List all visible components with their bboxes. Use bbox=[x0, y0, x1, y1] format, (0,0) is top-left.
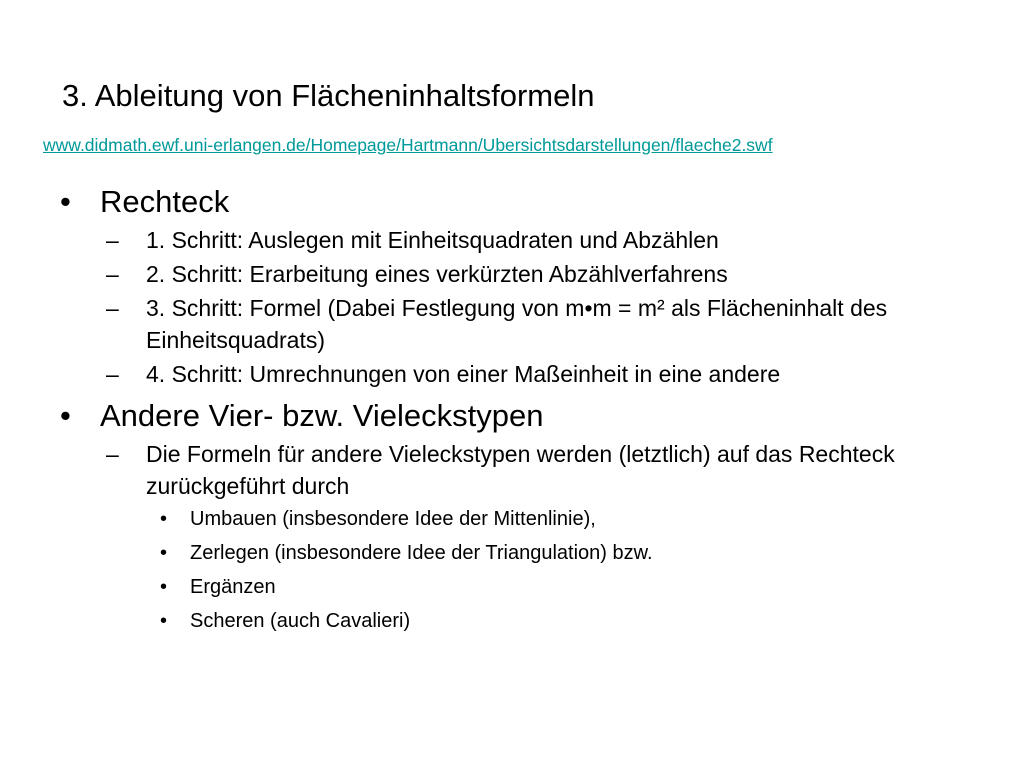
method-text: Umbauen (insbesondere Idee der Mittenlinie), bbox=[190, 508, 596, 530]
method-text: Scheren (auch Cavalieri) bbox=[190, 610, 411, 632]
step-text: 2. Schritt: Erarbeitung eines verkürzten Abzählverfahrens bbox=[146, 261, 728, 287]
step-text: Die Formeln für andere Vieleckstypen werden (letztlich) auf das Rechteck zurückgeführt durch bbox=[146, 441, 895, 499]
dash-marker: – bbox=[106, 295, 119, 321]
source-link[interactable]: www.didmath.ewf.uni-erlangen.de/Homepage/Hartmann/Ubersichtsdarstellungen/flaeche2.swf bbox=[43, 135, 773, 155]
dash-marker: – bbox=[106, 261, 119, 287]
section-heading: Rechteck bbox=[100, 184, 230, 219]
step-item bbox=[106, 438, 980, 502]
bullet-marker: • bbox=[60, 184, 71, 219]
method-item bbox=[156, 502, 980, 536]
dash-marker: – bbox=[106, 441, 119, 467]
dash-marker: – bbox=[106, 227, 119, 253]
step-item bbox=[106, 358, 980, 390]
slide-content bbox=[60, 182, 980, 638]
small-bullet-marker: • bbox=[160, 508, 168, 530]
method-item bbox=[156, 570, 980, 604]
step-text: 3. Schritt: Formel (Dabei Festlegung von m•m = m² als Flächeninhalt des Einheitsquadrats) bbox=[146, 295, 888, 353]
step-item bbox=[106, 292, 980, 356]
step-item bbox=[106, 258, 980, 290]
step-text: 1. Schritt: Auslegen mit Einheitsquadraten und Abzählen bbox=[146, 227, 719, 253]
section-vielecke bbox=[60, 396, 980, 436]
section-rechteck bbox=[60, 182, 980, 222]
method-text: Ergänzen bbox=[190, 576, 276, 598]
bullet-marker: • bbox=[60, 398, 71, 433]
small-bullet-marker: • bbox=[160, 542, 168, 564]
method-item bbox=[156, 536, 980, 570]
step-item bbox=[106, 224, 980, 256]
dash-marker: – bbox=[106, 361, 119, 387]
step-text: 4. Schritt: Umrechnungen von einer Maßeinheit in eine andere bbox=[146, 361, 781, 387]
section-heading: Andere Vier- bzw. Vieleckstypen bbox=[100, 398, 544, 433]
small-bullet-marker: • bbox=[160, 576, 168, 598]
method-item bbox=[156, 604, 980, 638]
method-text: Zerlegen (insbesondere Idee der Triangulation) bzw. bbox=[190, 542, 653, 564]
slide-title: 3. Ableitung von Flächeninhaltsformeln bbox=[62, 78, 595, 113]
small-bullet-marker: • bbox=[160, 610, 168, 632]
